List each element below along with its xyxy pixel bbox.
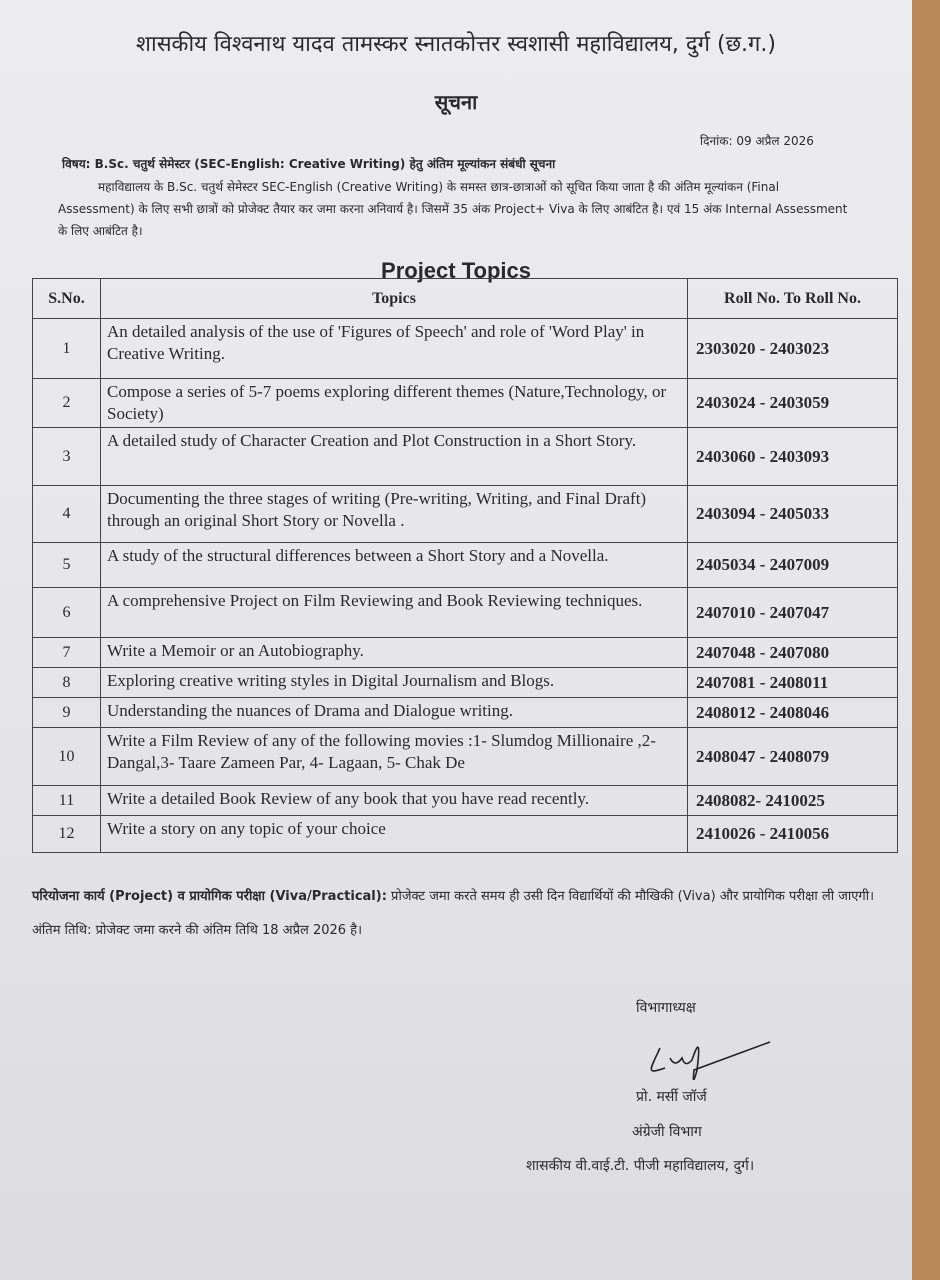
cell-topic: Write a Film Review of any of the following movies :1- Slumdog Millionaire ,2- Dangal,3- Taare Zameen Par, 4- Lagaan, 5- Chak De <box>101 728 688 786</box>
signatory-name: प्रो. मर्सी जॉर्ज <box>636 1089 707 1105</box>
cell-sno: 5 <box>33 543 101 588</box>
cell-roll-range: 2403024 - 2403059 <box>688 379 898 428</box>
cell-sno: 1 <box>33 319 101 379</box>
table-row <box>33 486 898 543</box>
footer-label: परियोजना कार्य (Project) व प्रायोगिक परीक्षा (Viva/Practical): <box>32 889 387 904</box>
header-sno: S.No. <box>33 279 101 319</box>
signature-role: विभागाध्यक्ष <box>636 1000 696 1016</box>
table-title: Project Topics <box>381 258 531 283</box>
table-row <box>33 319 898 379</box>
table-row <box>33 698 898 728</box>
college-title: शासकीय विश्वनाथ यादव तामस्कर स्नातकोत्तर स्वशासी महाविद्यालय, दुर्ग (छ.ग.) <box>136 32 776 57</box>
table-row <box>33 638 898 668</box>
notice-heading: सूचना <box>434 90 478 114</box>
cell-sno: 12 <box>33 816 101 853</box>
cell-sno: 10 <box>33 728 101 786</box>
cell-sno: 2 <box>33 379 101 428</box>
cell-sno: 7 <box>33 638 101 668</box>
body-paragraph: महाविद्यालय के B.Sc. चतुर्थ सेमेस्टर SEC-English (Creative Writing) के समस्त छात्र-छात्राओं को सूचित किया जाता है की अंतिम मूल्यांकन (Final Assessment) के लिए सभी छात्रों को प्रोजेक्ट तैयार कर जमा करना अनिवार्य है। जिसमें 35 अंक Project+ Viva के लिए आबंटित है। एवं 15 अंक Internal Assessment के लिए आबंटित है। <box>58 180 848 238</box>
table-row <box>33 668 898 698</box>
cell-topic: A study of the structural differences between a Short Story and a Novella. <box>101 543 688 588</box>
table-row <box>33 379 898 428</box>
cell-sno: 4 <box>33 486 101 543</box>
subject: विषय: B.Sc. चतुर्थ सेमेस्टर (SEC-English: Creative Writing) हेतु अंतिम मूल्यांकन संबंधी सूचना <box>62 157 556 171</box>
department: अंग्रेजी विभाग <box>632 1124 702 1140</box>
cell-roll-range: 2410026 - 2410056 <box>688 816 898 853</box>
cell-roll-range: 2403060 - 2403093 <box>688 428 898 486</box>
cell-topic: A detailed study of Character Creation and Plot Construction in a Short Story. <box>101 428 688 486</box>
project-topics-table <box>32 278 898 853</box>
cell-sno: 3 <box>33 428 101 486</box>
cell-roll-range: 2403094 - 2405033 <box>688 486 898 543</box>
table-header-row <box>33 279 898 319</box>
table-row <box>33 816 898 853</box>
cell-topic: Understanding the nuances of Drama and Dialogue writing. <box>101 698 688 728</box>
cell-topic: Write a story on any topic of your choice <box>101 816 688 853</box>
cell-roll-range: 2303020 - 2403023 <box>688 319 898 379</box>
signature-mark <box>640 1030 780 1080</box>
cell-topic: Write a detailed Book Review of any book that you have read recently. <box>101 786 688 816</box>
cell-topic: Documenting the three stages of writing (Pre-writing, Writing, and Final Draft) through an original Short Story or Novella . <box>101 486 688 543</box>
cell-roll-range: 2408012 - 2408046 <box>688 698 898 728</box>
date: दिनांक: 09 अप्रैल 2026 <box>700 134 814 148</box>
header-roll: Roll No. To Roll No. <box>688 279 898 319</box>
cell-topic: An detailed analysis of the use of 'Figures of Speech' and role of 'Word Play' in Creative Writing. <box>101 319 688 379</box>
cell-topic: A comprehensive Project on Film Reviewing and Book Reviewing techniques. <box>101 588 688 638</box>
footer-paragraph <box>32 880 892 948</box>
cell-roll-range: 2407048 - 2407080 <box>688 638 898 668</box>
table-row <box>33 786 898 816</box>
cell-roll-range: 2407010 - 2407047 <box>688 588 898 638</box>
cell-topic: Compose a series of 5-7 poems exploring different themes (Nature,Technology, or Society) <box>101 379 688 428</box>
cell-roll-range: 2407081 - 2408011 <box>688 668 898 698</box>
table-row <box>33 728 898 786</box>
cell-roll-range: 2405034 - 2407009 <box>688 543 898 588</box>
table-row <box>33 428 898 486</box>
cell-roll-range: 2408082- 2410025 <box>688 786 898 816</box>
cell-sno: 11 <box>33 786 101 816</box>
cell-sno: 9 <box>33 698 101 728</box>
cell-sno: 6 <box>33 588 101 638</box>
cell-topic: Write a Memoir or an Autobiography. <box>101 638 688 668</box>
footer-text: प्रोजेक्ट जमा करते समय ही उसी दिन विद्यार्थियों की मौखिकी (Viva) और प्रायोगिक परीक्षा ली जाएगी। अंतिम तिथि: प्रोजेक्ट जमा करने की अंतिम तिथि 18 अप्रैल 2026 है। <box>32 889 875 938</box>
cell-topic: Exploring creative writing styles in Digital Journalism and Blogs. <box>101 668 688 698</box>
table-row <box>33 543 898 588</box>
header-topics: Topics <box>101 279 688 319</box>
college-short: शासकीय वी.वाई.टी. पीजी महाविद्यालय, दुर्ग। <box>526 1158 755 1174</box>
cell-roll-range: 2408047 - 2408079 <box>688 728 898 786</box>
table-row <box>33 588 898 638</box>
cell-sno: 8 <box>33 668 101 698</box>
